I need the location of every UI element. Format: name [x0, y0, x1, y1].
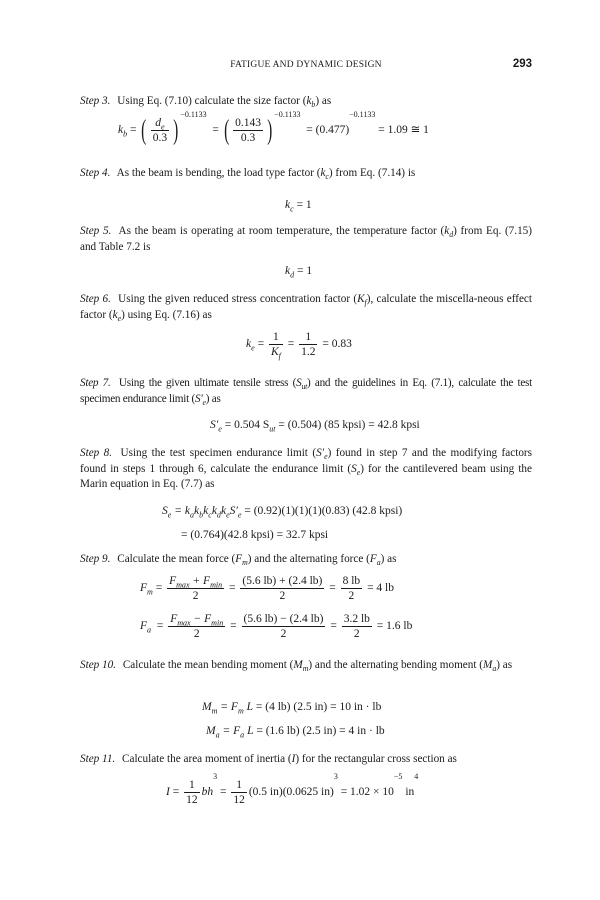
equation-inertia: I = $\frac{1}{12}$ $bh^3$ = $\frac{1}{12}$ (0.5 in)(0.0625 $in)^3 = 1.02 \times 10^{-5}$ $in^4$ [166, 772, 419, 806]
step-4-text: Step 4. As the beam is bending, the load type factor $(k_c)$ from Eq. (7.14) is [80, 167, 416, 182]
step-3-text: Step 3. Using Eq. (7.10) calculate the size factor $(k_b)$ as [80, 95, 332, 110]
equation-se-2: = (0.764)(42.8 kpsi) = 32.7 kpsi [181, 529, 329, 541]
equation-kc: $k_c = 1$ [285, 199, 312, 214]
page-number: 293 [512, 58, 532, 70]
step-10-text: Step 10. Calculate the mean bending moment $(M_m)$ and the alternating bending moment $(M_a)$ as [80, 659, 513, 674]
equation-ma: $M_a = F_a$ L = (1.6 lb) (2.5 in) = 4 in · lb [206, 725, 385, 740]
step-9-text: Step 9. Calculate the mean force $(F_m)$ and the alternating force $(F_a)$ as [80, 553, 397, 568]
step-5-text: Step 5. As the beam is operating at room temperature, the temperature factor $(k_d)$ from Eq. (7.15) and Table 7.2 is [80, 225, 532, 253]
equation-fm: $F_m$ = $\frac{F_{max} + F_{min}}{2}$ = $\frac{(5.6 lb) + (2.4 lb)}{2}$ = $\frac{8 lb}{2}$ = 4 lb [140, 575, 394, 602]
document-page [80, 0, 532, 900]
equation-fa: $F_a$ = $\frac{F_{max} - F_{min}}{2}$ = $\frac{(5.6 lb) - (2.4 lb)}{2}$ = $\frac{3.2 lb}{2}$ = 1.6 lb [140, 613, 413, 640]
running-title: FATIGUE AND DYNAMIC DESIGN [230, 60, 382, 70]
step-11-text: Step 11. Calculate the area moment of inertia (I) for the rectangular cross section as [80, 753, 457, 765]
equation-se-prime: $S'_e = 0.504$ $S_{ut} = (0.504)$ (85 kpsi) = 42.8 kpsi [210, 419, 420, 434]
step-6-text: Step 6. Using the given reduced stress concentration factor $(K_f)$, calculate the miscella-neous effect factor $(k_e)$ using Eq. (7.16) as [80, 293, 533, 323]
equation-mm: $M_m = F_m$ L = (4 lb) (2.5 in) = 10 in · lb [202, 701, 382, 716]
step-7-text: Step 7. Using the given ultimate tensile stress $(S_{ut})$ and the guidelines in Eq. (7.1), calculate the test specimen endurance limit $(S'_e)$ as [80, 377, 533, 407]
equation-kb: $k_b$ = ( $\frac{d_e}{0.3}$ ) $^{-0.1133}$ = ( $\frac{0.143}{0.3}$ ) $^{-0.1133} = (0.477)^{-0.1133} = 1.09$ ≅ 1 [118, 110, 429, 146]
step-8-text: Step 8. Using the test specimen endurance limit $(S'_e)$ found in step 7 and the modifying factors found in steps 1 through 6, calculate the endurance limit $(S_e)$ for the cantilevered beam using the Marin equation in Eq. (7.7) as [80, 447, 532, 490]
equation-kd: $k_d = 1$ [285, 265, 313, 280]
equation-ke: $k_e$ = $\frac{1}{K_f}$ = $\frac{1}{1.2}$ = 0.83 [246, 331, 352, 361]
equation-se-1: $S_e = k_ak_bk_ck_dk_eS'_e = (0.92)(1)(1)(1)(0.83)$ (42.8 kpsi) [162, 505, 403, 520]
page-header [80, 58, 532, 74]
